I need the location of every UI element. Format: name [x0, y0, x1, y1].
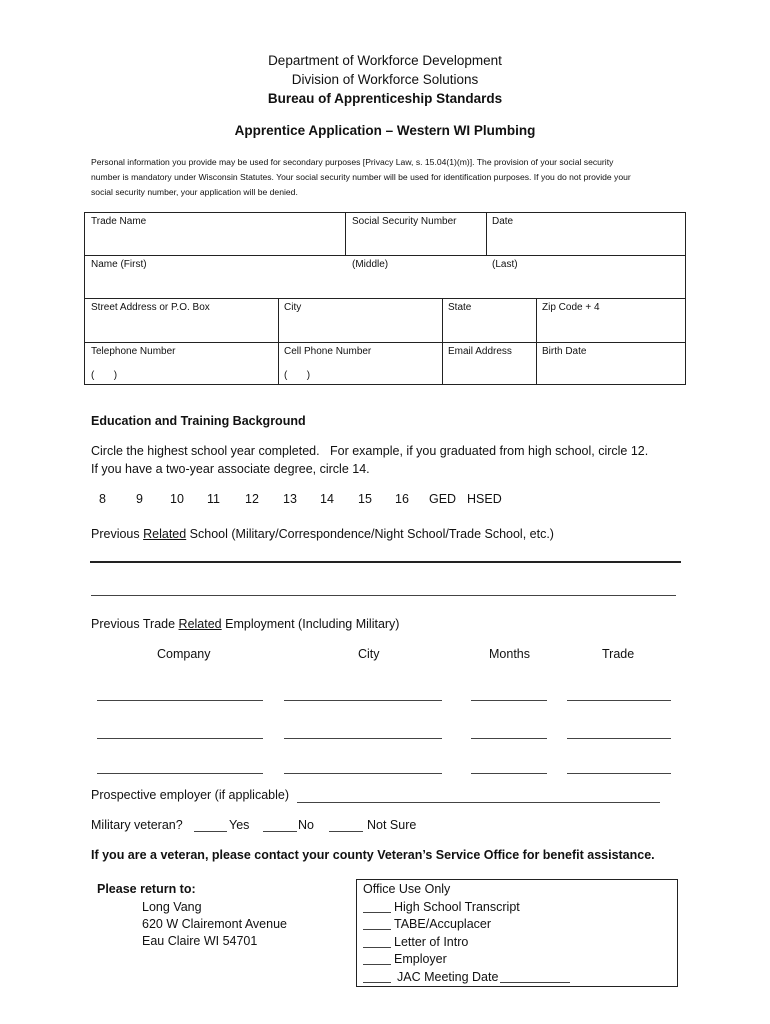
year-option[interactable]: 9: [136, 492, 143, 506]
prospective-employer-label: Prospective employer (if applicable): [91, 788, 290, 802]
grid-divider: [85, 342, 685, 343]
column-company: Company: [157, 647, 211, 661]
year-option[interactable]: 15: [358, 492, 372, 506]
bureau-title: Bureau of Apprenticeship Standards: [267, 91, 503, 106]
office-item-transcript: High School Transcript: [394, 900, 520, 914]
office-check-line[interactable]: [363, 917, 391, 930]
veteran-yes-line[interactable]: [194, 819, 227, 832]
return-city: Eau Claire WI 54701: [142, 934, 258, 948]
veteran-note: If you are a veteran, please contact your county Veteran’s Service Office for benefit assistance.: [91, 848, 655, 862]
employment-label: Previous Trade Related Employment (Including Military): [91, 617, 400, 631]
office-item-jac-date: JAC Meeting Date: [397, 970, 499, 984]
office-item-letter: Letter of Intro: [394, 935, 469, 949]
office-check-line[interactable]: [363, 970, 391, 983]
trade-name-field[interactable]: Trade Name: [91, 216, 147, 227]
telephone-field[interactable]: Telephone Number: [91, 346, 176, 357]
months-line-3[interactable]: [471, 761, 547, 774]
last-name-field[interactable]: (Last): [492, 259, 518, 270]
privacy-notice-line-2: number is mandatory under Wisconsin Statutes. Your social security number will be used for identification purposes. If you do not provide your: [91, 172, 631, 182]
company-line-2[interactable]: [97, 726, 263, 739]
months-line-2[interactable]: [471, 726, 547, 739]
column-months: Months: [489, 647, 530, 661]
office-check-line[interactable]: [363, 935, 391, 948]
year-option[interactable]: GED: [429, 492, 457, 506]
school-rule: [90, 561, 681, 563]
applicant-info-grid: [84, 212, 686, 385]
grid-divider: [345, 213, 346, 255]
date-field[interactable]: Date: [492, 216, 514, 227]
education-instruction-2: If you have a two-year associate degree, circle 14.: [91, 462, 370, 476]
office-use-box: [356, 879, 678, 987]
office-item-tabe: TABE/Accuplacer: [394, 917, 492, 931]
grid-divider: [85, 298, 685, 299]
veteran-not-sure-label: Not Sure: [367, 818, 417, 832]
education-instruction-1: Circle the highest school year completed. For example, if you graduated from high school, circle 12.: [91, 444, 649, 458]
privacy-notice-line-3: social security number, your application will be denied.: [91, 187, 298, 197]
division-title: Division of Workforce Solutions: [291, 72, 479, 87]
zip-code-field[interactable]: Zip Code + 4: [542, 302, 600, 313]
ssn-field[interactable]: Social Security Number: [352, 216, 457, 227]
city-line-3[interactable]: [284, 761, 442, 774]
company-line-1[interactable]: [97, 688, 263, 701]
office-use-title: Office Use Only: [363, 882, 451, 896]
department-title: Department of Workforce Development: [268, 53, 502, 68]
previous-school-label: Previous Related School (Military/Correspondence/Night School/Trade School, etc.): [91, 527, 554, 541]
trade-line-2[interactable]: [567, 726, 671, 739]
jac-date-line[interactable]: [500, 970, 570, 983]
grid-divider: [536, 298, 537, 384]
city-line-2[interactable]: [284, 726, 442, 739]
veteran-not-sure-line[interactable]: [329, 819, 363, 832]
column-city: City: [358, 647, 380, 661]
year-option[interactable]: HSED: [467, 492, 502, 506]
office-check-line[interactable]: [363, 900, 391, 913]
year-option[interactable]: 12: [245, 492, 259, 506]
cell-area-code: ( ): [284, 370, 311, 381]
year-option[interactable]: 13: [283, 492, 297, 506]
veteran-no-label: No: [298, 818, 314, 832]
grid-divider: [278, 298, 279, 384]
return-street: 620 W Clairemont Avenue: [142, 917, 287, 931]
middle-name-field[interactable]: (Middle): [352, 259, 389, 270]
return-label: Please return to:: [97, 882, 196, 896]
privacy-notice-line-1: Personal information you provide may be used for secondary purposes [Privacy Law, s. 15.04(1)(m)]. The provision of your social security: [91, 157, 614, 167]
grid-divider: [486, 213, 487, 255]
telephone-area-code: ( ): [91, 370, 118, 381]
year-option[interactable]: 16: [395, 492, 409, 506]
state-field[interactable]: State: [448, 302, 472, 313]
trade-line-3[interactable]: [567, 761, 671, 774]
city-field[interactable]: City: [284, 302, 302, 313]
trade-line-1[interactable]: [567, 688, 671, 701]
application-title: Apprentice Application – Western WI Plumbing: [234, 123, 536, 138]
birth-date-field[interactable]: Birth Date: [542, 346, 587, 357]
column-trade: Trade: [602, 647, 635, 661]
year-option[interactable]: 11: [207, 492, 220, 506]
email-field[interactable]: Email Address: [448, 346, 512, 357]
first-name-field[interactable]: Name (First): [91, 259, 147, 270]
prospective-employer-line[interactable]: [297, 790, 660, 803]
education-heading: Education and Training Background: [91, 414, 306, 428]
year-option[interactable]: 14: [320, 492, 334, 506]
city-line-1[interactable]: [284, 688, 442, 701]
office-check-line[interactable]: [363, 952, 391, 965]
year-option[interactable]: 8: [99, 492, 106, 506]
veteran-yes-label: Yes: [229, 818, 250, 832]
year-option[interactable]: 10: [170, 492, 184, 506]
veteran-no-line[interactable]: [263, 819, 297, 832]
school-answer-line[interactable]: [91, 582, 676, 596]
cell-phone-field[interactable]: Cell Phone Number: [284, 346, 372, 357]
return-name: Long Vang: [142, 900, 202, 914]
company-line-3[interactable]: [97, 761, 263, 774]
street-address-field[interactable]: Street Address or P.O. Box: [91, 302, 210, 313]
veteran-label: Military veteran?: [91, 818, 183, 832]
office-item-employer: Employer: [394, 952, 447, 966]
months-line-1[interactable]: [471, 688, 547, 701]
grid-divider: [442, 298, 443, 384]
grid-divider: [85, 255, 685, 256]
